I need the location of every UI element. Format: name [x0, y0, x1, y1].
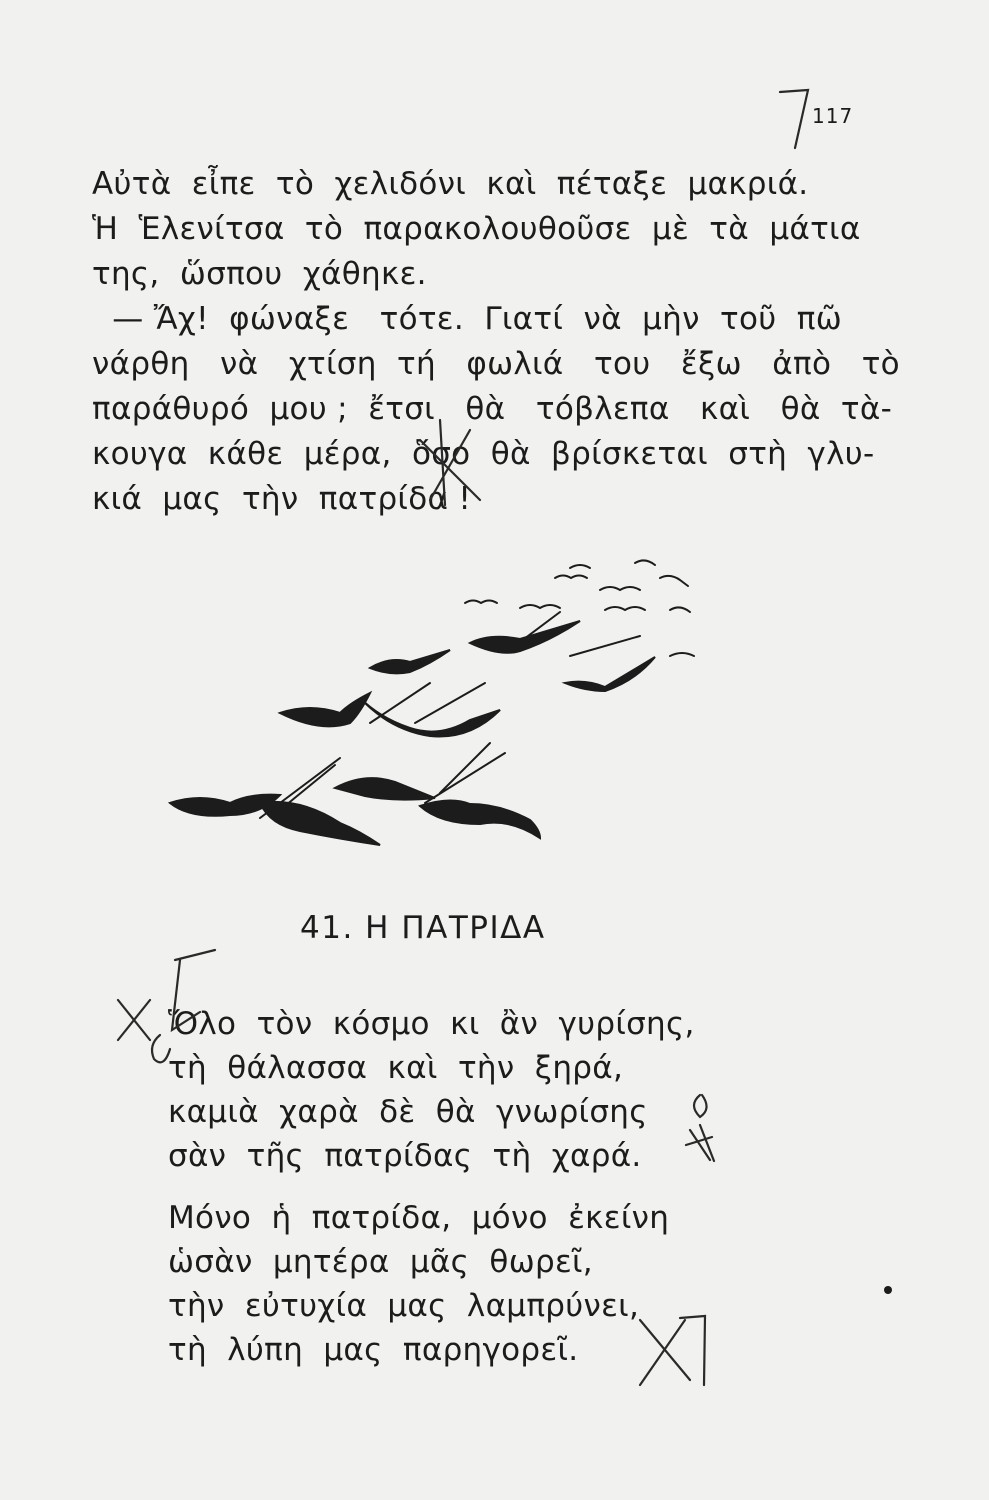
poem-line: Ὅλο τὸν κόσμο κι ἂν γυρίσης, [168, 1006, 695, 1042]
prose-line: Ἡ Ἑλενίτσα τὸ παρακολουθοῦσε μὲ τὰ μάτια [92, 211, 861, 247]
prose-line: — Ἄχ! φώναξε τότε. Γιατί νὰ μὴν τοῦ πῶ [92, 301, 843, 337]
pencil-scribble-icon [686, 1095, 714, 1161]
poem-line: τὴ θάλασσα καὶ τὴν ξηρά, [168, 1050, 624, 1086]
pencil-cross-icon [118, 1000, 150, 1040]
pencil-mark-icon [152, 1035, 170, 1062]
prose-line: κιά μας τὴν πατρίδα ! [92, 481, 472, 517]
poem-line: ὡσὰν μητέρα μᾶς θωρεῖ, [168, 1244, 593, 1280]
pencil-cross-icon [640, 1316, 705, 1385]
poem-line: σὰν τῆς πατρίδας τὴ χαρά. [168, 1138, 642, 1174]
poem-line: τὴν εὐτυχία μας λαμπρύνει, [168, 1288, 640, 1324]
pencil-mark-icon [780, 90, 808, 148]
pencil-cross-icon [420, 420, 480, 505]
pencil-mark-icon [172, 950, 215, 1030]
ink-dot-icon [884, 1286, 892, 1294]
poem-line: Μόνο ἡ πατρίδα, μόνο ἐκείνη [168, 1200, 670, 1236]
prose-line: κουγα κάθε μέρα, ὅσο θὰ βρίσκεται στὴ γλυ- [92, 436, 875, 472]
page-number: 117 [812, 104, 854, 128]
prose-line: της, ὥσπου χάθηκε. [92, 256, 427, 292]
poem-line: καμιὰ χαρὰ δὲ θὰ γνωρίσης [168, 1094, 648, 1130]
prose-line: Αὐτὰ εἶπε τὸ χελιδόνι καὶ πέταξε μακριά. [92, 166, 809, 202]
poem-line: τὴ λύπη μας παρηγορεῖ. [168, 1332, 579, 1368]
poem-title: 41. Η ΠΑΤΡΙΔΑ [300, 910, 546, 946]
prose-line: νάρθη νὰ χτίση τή φωλιά του ἔξω ἀπὸ τὸ [92, 346, 900, 382]
prose-line: παράθυρό μου ; ἔτσι θὰ τόβλεπα καὶ θὰ τὰ- [92, 391, 893, 427]
